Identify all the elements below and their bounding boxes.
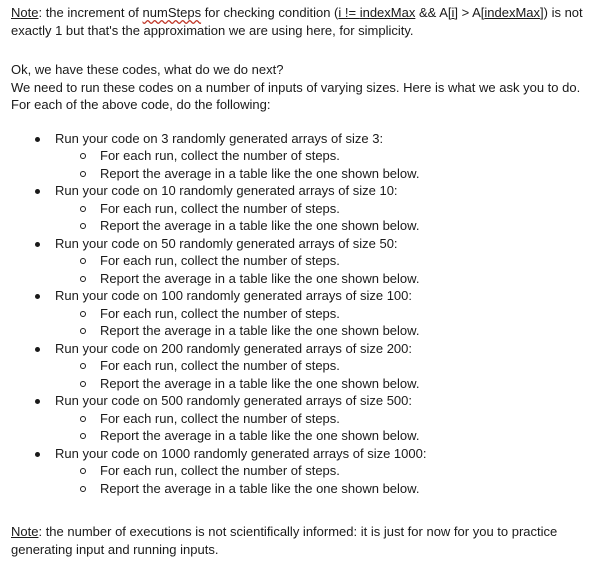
run-item-text: Run your code on 1000 randomly generated arrays of size 1000: (55, 445, 427, 461)
run-item (11, 340, 596, 393)
run-substep: For each run, collect the number of steps. (55, 200, 596, 218)
run-substep: Report the average in a table like the one shown below. (55, 165, 596, 183)
runs-list (11, 130, 596, 498)
run-substeps (55, 147, 596, 182)
run-substep: For each run, collect the number of steps. (55, 410, 596, 428)
note-label: Note (11, 524, 39, 539)
run-item (11, 392, 596, 445)
run-substep: For each run, collect the number of steps. (55, 252, 596, 270)
numsteps-term: numSteps (142, 5, 202, 20)
a-indexmax-term: indexMax (484, 5, 541, 20)
intro-paragraph: We need to run these codes on a number of inputs of varying sizes. Here is what we ask you to do. For each of the above code, do the following: (11, 79, 581, 112)
note-paragraph-bottom: Note: the number of executions is not scientifically informed: it is just for now for you to practice generating input and running inputs. (11, 524, 558, 557)
run-item-text: Run your code on 3 randomly generated arrays of size 3: (55, 130, 384, 146)
run-substeps (55, 305, 596, 340)
run-substep: Report the average in a table like the one shown below. (55, 480, 596, 498)
run-substep: For each run, collect the number of steps. (55, 462, 596, 480)
run-substep: For each run, collect the number of steps. (55, 357, 596, 375)
run-item (11, 445, 596, 498)
run-substeps (55, 252, 596, 287)
run-substep: For each run, collect the number of steps. (55, 147, 596, 165)
run-substep: Report the average in a table like the one shown below. (55, 375, 596, 393)
question-line: Ok, we have these codes, what do we do next? (11, 62, 284, 77)
i-ne-term: i != (338, 5, 360, 20)
run-item-text: Run your code on 200 randomly generated arrays of size 200: (55, 340, 412, 356)
run-substeps (55, 462, 596, 497)
note-label: Note (11, 5, 39, 20)
run-substep: Report the average in a table like the one shown below. (55, 322, 596, 340)
run-item (11, 287, 596, 340)
run-item-text: Run your code on 100 randomly generated arrays of size 100: (55, 288, 412, 303)
run-substep: Report the average in a table like the one shown below. (55, 270, 596, 288)
run-substeps (55, 410, 596, 445)
run-item (11, 130, 596, 183)
run-item-text: Run your code on 50 randomly generated arrays of size 50: (55, 235, 398, 251)
run-substeps (55, 200, 596, 235)
run-substep: For each run, collect the number of steps. (55, 305, 596, 323)
run-substep: Report the average in a table like the one shown below. (55, 427, 596, 445)
run-item-text: Run your code on 500 randomly generated arrays of size 500: (55, 393, 412, 408)
run-item-text: Run your code on 10 randomly generated arrays of size 10: (55, 183, 398, 198)
note-paragraph-top: Note: the increment of numSteps for checking condition (i != indexMax && A[i] > A[indexMax]) is not exactly 1 but that's the approximation we are using here, for simplicity. (11, 5, 583, 38)
run-item (11, 235, 596, 288)
indexmax-term: indexMax (359, 5, 416, 20)
run-substeps (55, 357, 596, 392)
document-body (11, 4, 596, 558)
run-substep: Report the average in a table like the one shown below. (55, 217, 596, 235)
run-item (11, 182, 596, 235)
